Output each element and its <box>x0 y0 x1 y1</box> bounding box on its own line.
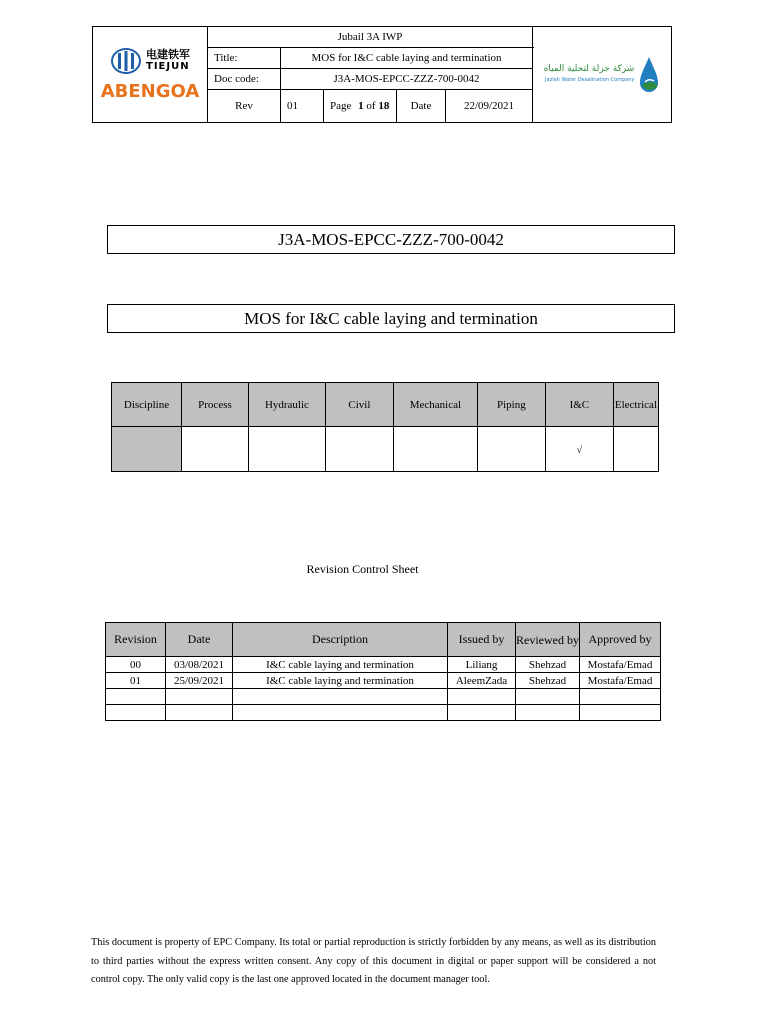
property-disclaimer: This document is property of EPC Company. Its total or partial reproduction is strictly forbidden by any means, as well as its distribution to third parties without the express written consent. Any copy of this document in digital or paper support will be considered a not control copy. The only valid copy is the last one approved located in the document manager tool. <box>91 937 656 985</box>
rev-value: 01 <box>281 90 324 123</box>
table-row <box>106 689 661 705</box>
discipline-header: Process <box>181 383 248 427</box>
revision-header: Issued by <box>448 623 516 657</box>
doc-code-label: Doc code: <box>208 69 281 90</box>
table-row <box>106 673 661 689</box>
reviewed-by-cell: Shehzad <box>516 657 580 673</box>
discipline-mark <box>248 427 325 472</box>
reviewed-by-cell <box>516 689 580 705</box>
contractor-logo-cell <box>93 27 208 123</box>
discipline-header: Hydraulic <box>248 383 325 427</box>
description-cell <box>233 705 448 721</box>
tiejun-emblem-icon <box>110 47 142 75</box>
revision-header: Date <box>166 623 233 657</box>
description-cell: I&C cable laying and termination <box>233 673 448 689</box>
document-header <box>92 26 672 123</box>
jazlah-logo <box>533 55 671 95</box>
tiejun-logo <box>93 47 207 75</box>
date-cell: 03/08/2021 <box>166 657 233 673</box>
table-row <box>106 705 661 721</box>
revision-cell: 00 <box>106 657 166 673</box>
discipline-mark <box>477 427 545 472</box>
project-name: Jubail 3A IWP <box>208 27 533 48</box>
revision-header: Reviewed by <box>516 623 580 657</box>
page-of: of <box>366 100 376 112</box>
client-logo-cell <box>533 27 672 123</box>
issued-by-cell <box>448 689 516 705</box>
approved-by-cell: Mostafa/Emad <box>580 673 661 689</box>
rev-label: Rev <box>208 90 281 123</box>
approved-by-cell <box>580 689 661 705</box>
issued-by-cell <box>448 705 516 721</box>
revision-table <box>105 622 661 721</box>
doc-code-value: J3A-MOS-EPCC-ZZZ-700-0042 <box>281 69 533 90</box>
abengoa-logo: ABENGOA <box>100 81 200 102</box>
discipline-header: Piping <box>477 383 545 427</box>
discipline-mark <box>393 427 477 472</box>
tiejun-english-name: TIEJUN <box>146 61 190 72</box>
tiejun-chinese-name: 电建铁军 <box>146 48 190 61</box>
description-cell <box>233 689 448 705</box>
revision-cell <box>106 689 166 705</box>
revision-caption: Revision Control Sheet <box>306 562 419 576</box>
title-label: Title: <box>208 48 281 69</box>
revision-header-row <box>106 623 661 657</box>
doc-code-box: J3A-MOS-EPCC-ZZZ-700-0042 <box>107 225 675 254</box>
discipline-table <box>111 382 659 472</box>
revision-header: Approved by <box>580 623 661 657</box>
approved-by-cell: Mostafa/Emad <box>580 657 661 673</box>
reviewed-by-cell: Shehzad <box>516 673 580 689</box>
jazlah-arabic-name: شركة جزلة لتحلية المياه <box>543 63 635 74</box>
date-cell <box>166 689 233 705</box>
table-row <box>106 657 661 673</box>
page-label: Page <box>330 100 352 112</box>
discipline-header: Discipline <box>112 383 182 427</box>
discipline-header: Electrical <box>613 383 658 427</box>
date-cell: 25/09/2021 <box>166 673 233 689</box>
revision-cell <box>106 705 166 721</box>
page-total: 18 <box>378 100 390 112</box>
date-cell <box>166 705 233 721</box>
revision-header: Description <box>233 623 448 657</box>
jazlah-english-name: Jazlah Water Desalination Company <box>545 76 635 83</box>
reviewed-by-cell <box>516 705 580 721</box>
discipline-header: Mechanical <box>393 383 477 427</box>
discipline-header-row <box>112 383 659 427</box>
date-value: 22/09/2021 <box>446 90 533 123</box>
water-drop-icon <box>638 55 660 95</box>
issued-by-cell: AleemZada <box>448 673 516 689</box>
revision-cell: 01 <box>106 673 166 689</box>
discipline-mark <box>112 427 182 472</box>
page-current: 1 <box>358 100 364 112</box>
page-indicator <box>324 90 397 123</box>
discipline-mark <box>613 427 658 472</box>
discipline-mark-ic: √ <box>545 427 613 472</box>
discipline-mark <box>181 427 248 472</box>
title-value: MOS for I&C cable laying and termination <box>281 48 533 69</box>
approved-by-cell <box>580 705 661 721</box>
date-label: Date <box>397 90 446 123</box>
issued-by-cell: Liliang <box>448 657 516 673</box>
discipline-mark <box>325 427 393 472</box>
description-cell: I&C cable laying and termination <box>233 657 448 673</box>
discipline-mark-row <box>112 427 659 472</box>
title-box: MOS for I&C cable laying and termination <box>107 304 675 333</box>
revision-header: Revision <box>106 623 166 657</box>
discipline-header: Civil <box>325 383 393 427</box>
discipline-header: I&C <box>545 383 613 427</box>
